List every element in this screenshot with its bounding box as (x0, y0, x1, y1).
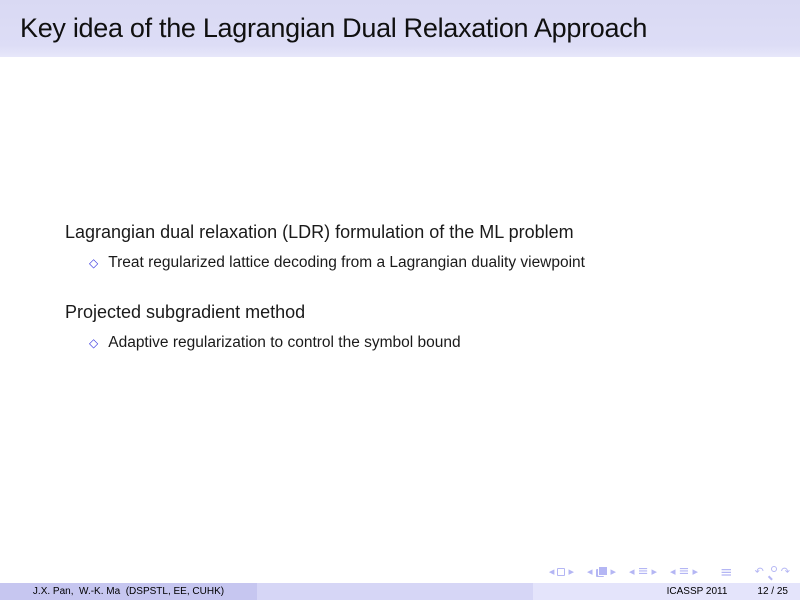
footer-authors: J.X. Pan, W.-K. Ma (DSPSTL, EE, CUHK) (32, 586, 225, 597)
subsection-prev-icon[interactable]: ◂ (629, 564, 635, 578)
diamond-bullet-icon: ◇ (89, 256, 99, 270)
footer-middle-box (257, 583, 533, 600)
sub-bullet-text: Adaptive regularization to control the symbol bound (108, 334, 461, 351)
bullet-item-1: Lagrangian dual relaxation (LDR) formulation of the ML problem (65, 222, 574, 242)
search-icon[interactable] (767, 566, 778, 578)
appendix-icon[interactable]: ≡ (719, 562, 733, 581)
slide-title-bar (0, 0, 800, 57)
back-icon[interactable]: ↶ (754, 564, 764, 578)
footer-authors-box (0, 583, 257, 600)
slide-icon[interactable] (557, 568, 565, 576)
section-prev-icon[interactable]: ◂ (670, 564, 676, 578)
diamond-bullet-icon: ◇ (89, 336, 99, 350)
footer-page-number: 12 / 25 (757, 586, 788, 597)
slide-title: Key idea of the Lagrangian Dual Relaxation Approach (20, 13, 648, 43)
sub-bullet-item-2 (89, 333, 755, 353)
frame-prev-icon[interactable]: ◂ (586, 564, 593, 578)
footer-bar (0, 583, 800, 600)
section-next-icon[interactable]: ▸ (692, 564, 698, 578)
bullet-item-2: Projected subgradient method (65, 302, 306, 322)
footer-info-box (533, 583, 800, 600)
forward-icon[interactable]: ↷ (780, 564, 790, 578)
footer-conference: ICASSP 2011 (666, 586, 728, 597)
frame-next-icon[interactable]: ▸ (610, 564, 617, 578)
slide-prev-icon[interactable]: ◂ (548, 564, 555, 578)
slide-next-icon[interactable]: ▸ (568, 564, 574, 578)
subsection-next-icon[interactable]: ▸ (651, 564, 658, 578)
sub-bullet-text: Treat regularized lattice decoding from a Lagrangian duality viewpoint (108, 254, 585, 271)
beamer-navigation-bar (549, 564, 790, 579)
frame-icon[interactable] (596, 566, 608, 577)
slide-body (65, 221, 755, 353)
sub-bullet-item-1 (89, 253, 755, 273)
section-icon[interactable]: ≡ (678, 563, 690, 579)
subsection-icon[interactable]: ≡ (637, 563, 649, 579)
